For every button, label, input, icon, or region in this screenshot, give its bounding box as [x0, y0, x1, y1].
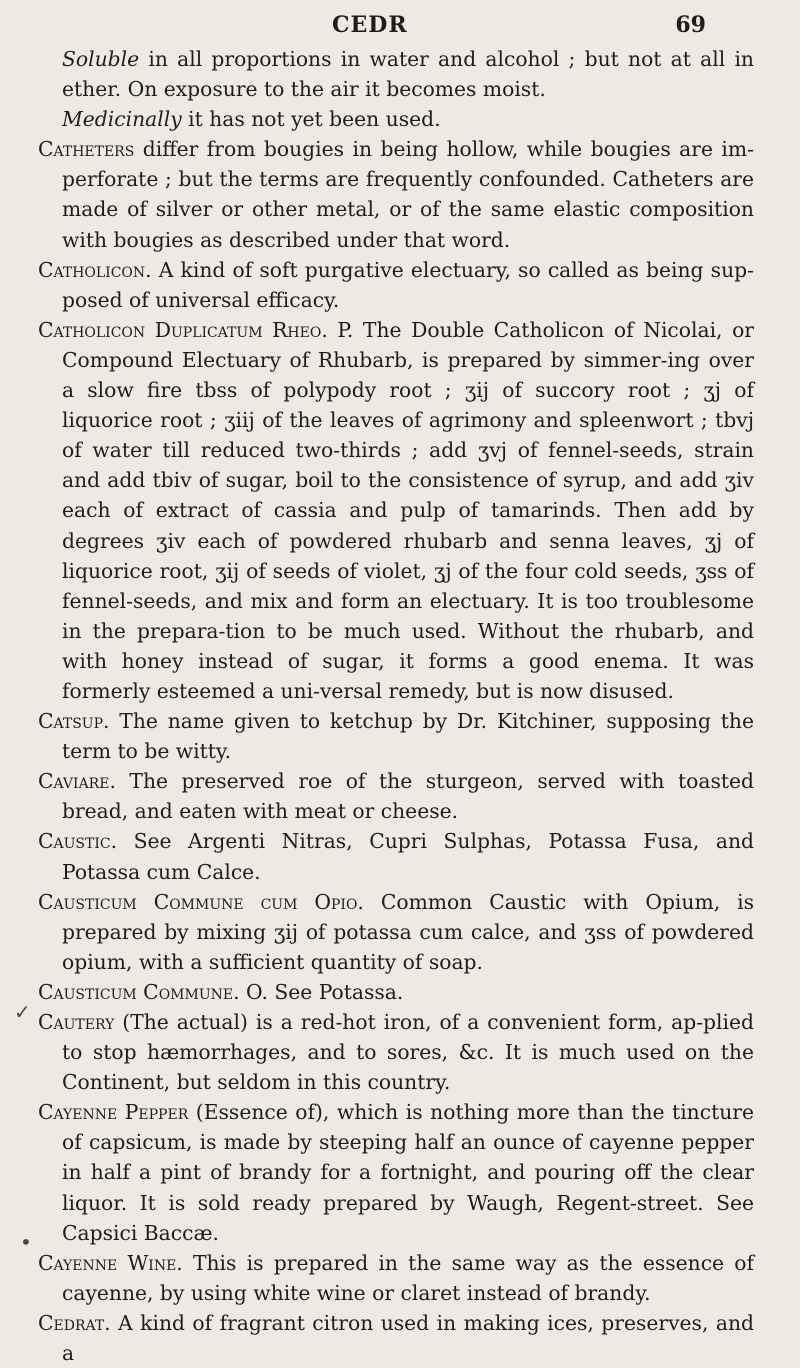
entry-text: See Potassa. [267, 979, 404, 1004]
entry-text: in all proportions in water and alcohol ; but not at all in ether. On exposure to the air it becomes moist. [62, 47, 754, 102]
entry-headword: Catsup. [38, 709, 110, 734]
dictionary-entry [38, 766, 754, 826]
entry-headword: Catholicon Duplicatum Rheo. P. [38, 317, 354, 342]
entry-text: (The actual) is a red-hot iron, of a convenient form, ap-plied to stop hæmorrhages, and to sores, &c. It is much used on the Continent, but seldom in this country. [62, 1010, 754, 1095]
entry-text: differ from bougies in being hollow, while bougies are im-perforate ; but the terms are frequently confounded. Catheters are made of silver or other metal, or of the same elastic composition with bougies as described under that word. [62, 137, 754, 252]
dictionary-entry [38, 706, 754, 766]
entry-text: The Double Catholicon of Nicolai, or Compound Electuary of Rhubarb, is prepared by simmer-ing over a slow fire tbss of polypody root ; ʒij of succory root ; ʒj of liquorice root ; ʒiij of the leaves of agrimony and spleenwort ; tbvj of water till reduced two-thirds ; add ʒvj of fennel-seeds, strain and add tbiv of sugar, boil to the consistence of syrup, and add ʒiv each of extract of cassia and pulp of tamarinds. Then add by degrees ʒiv each of powdered rhubarb and senna leaves, ʒj of liquorice root, ʒij of seeds of violet, ʒj of the four cold seeds, ʒss of fennel-seeds, and mix and form an electuary. It is too troublesome in the prepara-tion to be much used. Without the rhubarb, and with honey instead of sugar, it forms a good enema. It was formerly esteemed a uni-versal remedy, but is now disused. [62, 317, 754, 703]
dictionary-entry [38, 887, 754, 977]
entry-text: Common Caustic with Opium, is prepared by mixing ʒij of potassa cum calce, and ʒss of powdered opium, with a sufficient quantity of soap. [62, 889, 755, 974]
entry-headword: Caviare. [38, 769, 116, 794]
entry-lead-italic: Medicinally [62, 107, 182, 132]
entry-text: (Essence of), which is nothing more than the tincture of capsicum, is made by steeping half an ounce of cayenne pepper in half a pint of brandy for a fortnight, and pouring off the clear liquor. It is sold ready prepared by Waugh, Regent-street. See Capsici Baccæ. [62, 1100, 755, 1245]
running-head: CEDR [332, 12, 408, 38]
dictionary-entry [38, 1097, 754, 1247]
dictionary-entry [38, 44, 754, 104]
entry-headword: Cayenne Wine. [38, 1250, 183, 1275]
entry-text: it has not yet been used. [181, 107, 441, 132]
entry-headword: Causticum Commune. O. [38, 979, 268, 1004]
entry-headword: Catholicon. [38, 257, 152, 282]
entry-headword: Cayenne Pepper [38, 1100, 189, 1125]
dictionary-entry [38, 134, 754, 254]
entry-text: A kind of fragrant citron used in making ices, preserves, and a [62, 1310, 754, 1366]
entry-text: This is prepared in the same way as the essence of cayenne, by using white wine or claret instead of brandy. [62, 1250, 754, 1305]
margin-dot-mark: • [20, 1230, 32, 1254]
dictionary-entry [38, 315, 754, 706]
entry-headword: Causticum Commune cum Opio. [38, 889, 364, 914]
page-header [0, 12, 800, 42]
entry-headword: Cedrat. [38, 1310, 111, 1335]
dictionary-entry [38, 1007, 754, 1097]
dictionary-entry [38, 104, 754, 134]
entry-text: The name given to ketchup by Dr. Kitchiner, supposing the term to be witty. [62, 709, 754, 764]
entry-text: See Argenti Nitras, Cupri Sulphas, Potassa Fusa, and Potassa cum Calce. [62, 829, 754, 884]
entry-headword: Cautery [38, 1010, 115, 1034]
entry-lead-italic: Soluble [62, 47, 140, 71]
page-number: 69 [675, 12, 706, 38]
dictionary-entry [38, 826, 754, 886]
margin-pencil-mark: ✓ [14, 1000, 31, 1024]
dictionary-entry [38, 1248, 754, 1308]
entry-text: A kind of soft purgative electuary, so called as being sup-posed of universal efficacy. [62, 257, 754, 312]
dictionary-entry [38, 255, 754, 315]
entry-headword: Caustic. [38, 829, 118, 854]
entry-text: The preserved roe of the sturgeon, served with toasted bread, and eaten with meat or cheese. [62, 769, 754, 824]
dictionary-entry [38, 977, 754, 1007]
dictionary-body [38, 44, 754, 1368]
entry-headword: Catheters [38, 137, 135, 162]
